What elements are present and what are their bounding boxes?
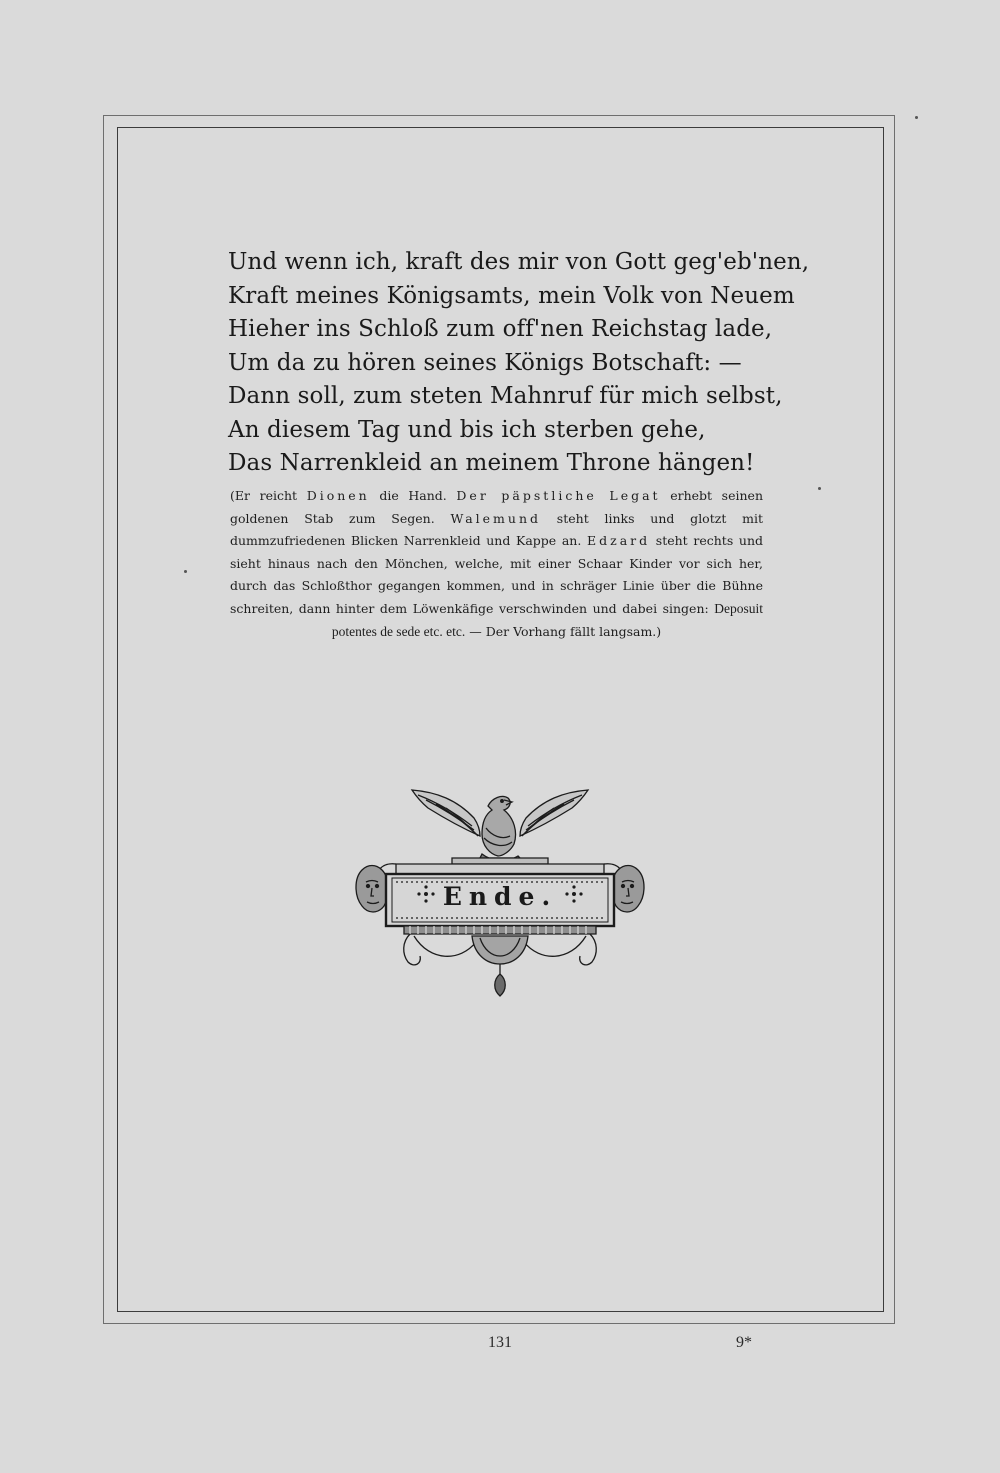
eagle-body-icon: [480, 796, 520, 860]
eagle-left-wing-icon: [412, 790, 480, 836]
paper-speck: [818, 487, 821, 490]
verse-line: Kraft meines Königsamts, mein Volk von Neuem: [228, 282, 795, 309]
verse-line: Hieher ins Schloß zum off'nen Reichstag lade,: [228, 316, 773, 342]
signature-mark: 9*: [736, 1334, 752, 1351]
stage-text: steht links und glotzt mit dummzufriedenen Blicken Narrenkleid und Kappe an.: [230, 510, 763, 549]
stage-direction: [230, 485, 763, 643]
verse-line: Das Narrenkleid an meinem Throne hängen!: [228, 450, 755, 476]
character-name: Der päpstliche Legat: [456, 488, 661, 503]
ende-label: Ende.: [442, 881, 558, 911]
verse-line: Um da zu hören seines Königs Botschaft: —: [228, 349, 742, 376]
verse-block: [228, 246, 810, 481]
character-name: Dionen: [306, 488, 370, 503]
stage-text: — Der Vorhang fällt langsam.): [465, 623, 662, 639]
verse-line: Und wenn ich, kraft des mir von Gott geg'eb'nen,: [228, 249, 810, 275]
left-mask-icon: [356, 866, 388, 913]
paper-speck: [184, 570, 187, 573]
page-number: 131: [488, 1334, 512, 1351]
stage-text: (Er reicht: [230, 488, 307, 503]
character-name: Edzard: [586, 533, 651, 549]
eagle-right-wing-icon: [520, 790, 588, 836]
character-name: Walemund: [450, 510, 542, 526]
right-mask-icon: [612, 866, 644, 913]
verse-line: Dann soll, zum steten Mahnruf für mich selbst,: [228, 383, 783, 409]
stage-text: die Hand.: [369, 488, 457, 503]
paper-speck: [915, 116, 918, 119]
stage-text: erhebt seinen goldenen Stab zum Segen.: [230, 488, 763, 526]
verse-line: An diesem Tag und bis ich sterben gehe,: [228, 416, 706, 443]
latin-quote: Deposuit potentes de sede etc. etc.: [331, 600, 763, 639]
stage-text: steht rechts und sieht hinaus nach den Mönchen, welche, mit einer Schaar Kinder vor sich her, durch das Schloßthor gegangen kommen, und in schräger Linie über die Bühne schreiten, dann hinter dem Löwenkäfige verschwinden und dabei singen:: [230, 533, 763, 616]
